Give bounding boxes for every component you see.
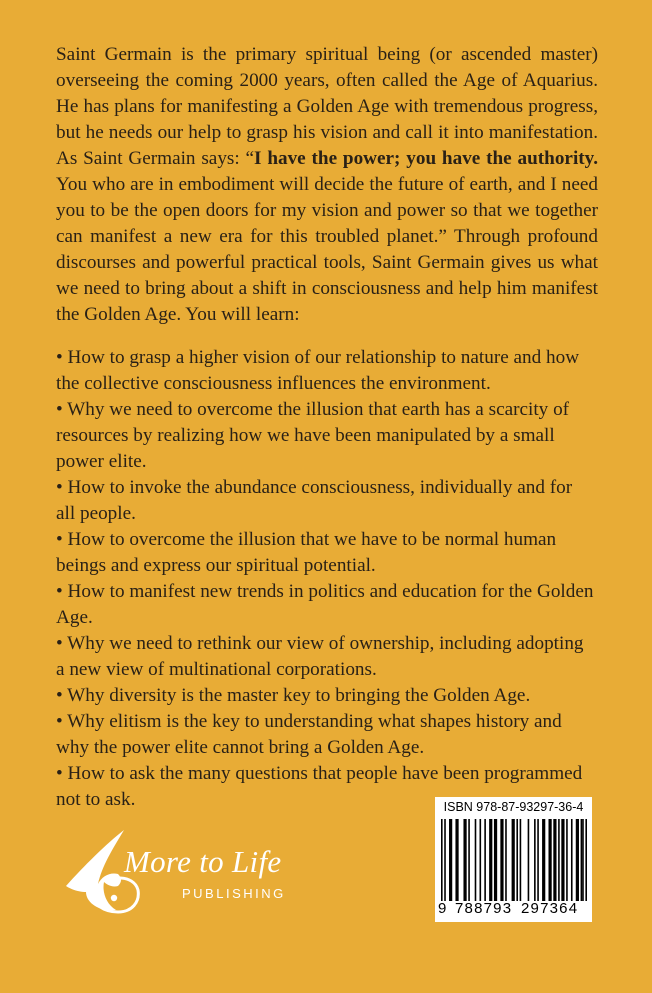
publisher-logo <box>62 826 302 926</box>
barcode-bar <box>576 819 579 901</box>
barcode-bar <box>537 819 539 901</box>
barcode-bar <box>582 819 584 901</box>
barcode-bar <box>468 819 470 901</box>
learning-points-list <box>56 345 596 813</box>
barcode-bar <box>449 819 452 901</box>
list-item: • How to ask the many questions that people have been programmed not to ask. <box>56 763 583 810</box>
barcode-bar <box>480 819 482 901</box>
barcode-bar <box>475 819 477 901</box>
publisher-name: More to Life <box>124 844 282 879</box>
barcode-bar <box>558 819 560 901</box>
list-item: • How to grasp a higher vision of our relationship to nature and how the collective consciousness influences the environment. <box>56 347 580 394</box>
barcode-digit-first: 9 <box>438 900 447 917</box>
list-item: • Why diversity is the master key to bringing the Golden Age. <box>56 685 531 706</box>
barcode-bar <box>512 819 515 901</box>
list-item: • How to overcome the illusion that we have to be normal human beings and express our spiritual potential. <box>56 529 557 576</box>
list-item: • Why we need to rethink our view of ownership, including adopting a new view of multinational corporations. <box>56 633 584 680</box>
publisher-subtitle: PUBLISHING <box>182 886 286 901</box>
barcode-bar <box>571 819 573 901</box>
barcode-digits-left: 788793 <box>455 900 513 917</box>
barcode-bar <box>581 819 583 901</box>
barcode-bar <box>553 819 556 901</box>
list-item: • How to manifest new trends in politics and education for the Golden Age. <box>56 581 594 628</box>
barcode-bar <box>566 819 568 901</box>
barcode-digits-right: 297364 <box>521 900 579 917</box>
barcode-bar <box>561 819 564 901</box>
barcode-bar <box>505 819 507 901</box>
barcode-bar <box>500 819 503 901</box>
barcode-bar <box>463 819 466 901</box>
isbn-label: ISBN 978-87-93297-36-4 <box>443 800 584 814</box>
barcode-bar <box>444 819 446 901</box>
barcode-bar <box>542 819 545 901</box>
barcode-bar <box>534 819 536 901</box>
blurb-text-2: You who are in embodiment will decide the future of earth, and I need you to be the open doors for my vision and power so that we together can manifest a new era for this troubled planet.” Through profound discourses and powerful practical tools, Saint Germain gives us what we need to bring about a shift in consciousness and help him manifest the Golden Age. You will learn: <box>56 174 598 325</box>
barcode-bar <box>516 819 518 901</box>
barcode-bar <box>528 819 530 901</box>
barcode-bar <box>441 819 443 901</box>
list-item: • Why we need to overcome the illusion that earth has a scarcity of resources by realizing how we have been manipulated by a small power elite. <box>56 399 570 472</box>
barcode-bar <box>455 819 458 901</box>
barcode-bar <box>494 819 497 901</box>
blurb-text-1: Saint Germain is the primary spiritual being (or ascended master) overseeing the coming 2000 years, often called the Age of Aquarius. He has plans for manifesting a Golden Age with tremendous progress, but he needs our help to grasp his vision and call it into manifestation. As Saint Germain says: “ <box>56 44 598 169</box>
barcode-bar <box>585 819 587 901</box>
list-item: • Why elitism is the key to understanding what shapes history and why the power elite cannot bring a Golden Age. <box>56 711 562 758</box>
barcode-bar <box>484 819 486 901</box>
barcode-bar <box>489 819 492 901</box>
barcode-bars <box>441 819 587 901</box>
blurb-paragraph <box>56 42 598 328</box>
blurb-quote: I have the power; you have the authority. <box>254 148 598 169</box>
list-item: • How to invoke the abundance consciousness, individually and for all people. <box>56 477 573 524</box>
barcode-bar <box>520 819 522 901</box>
isbn-barcode <box>435 797 592 922</box>
barcode-bar <box>548 819 551 901</box>
